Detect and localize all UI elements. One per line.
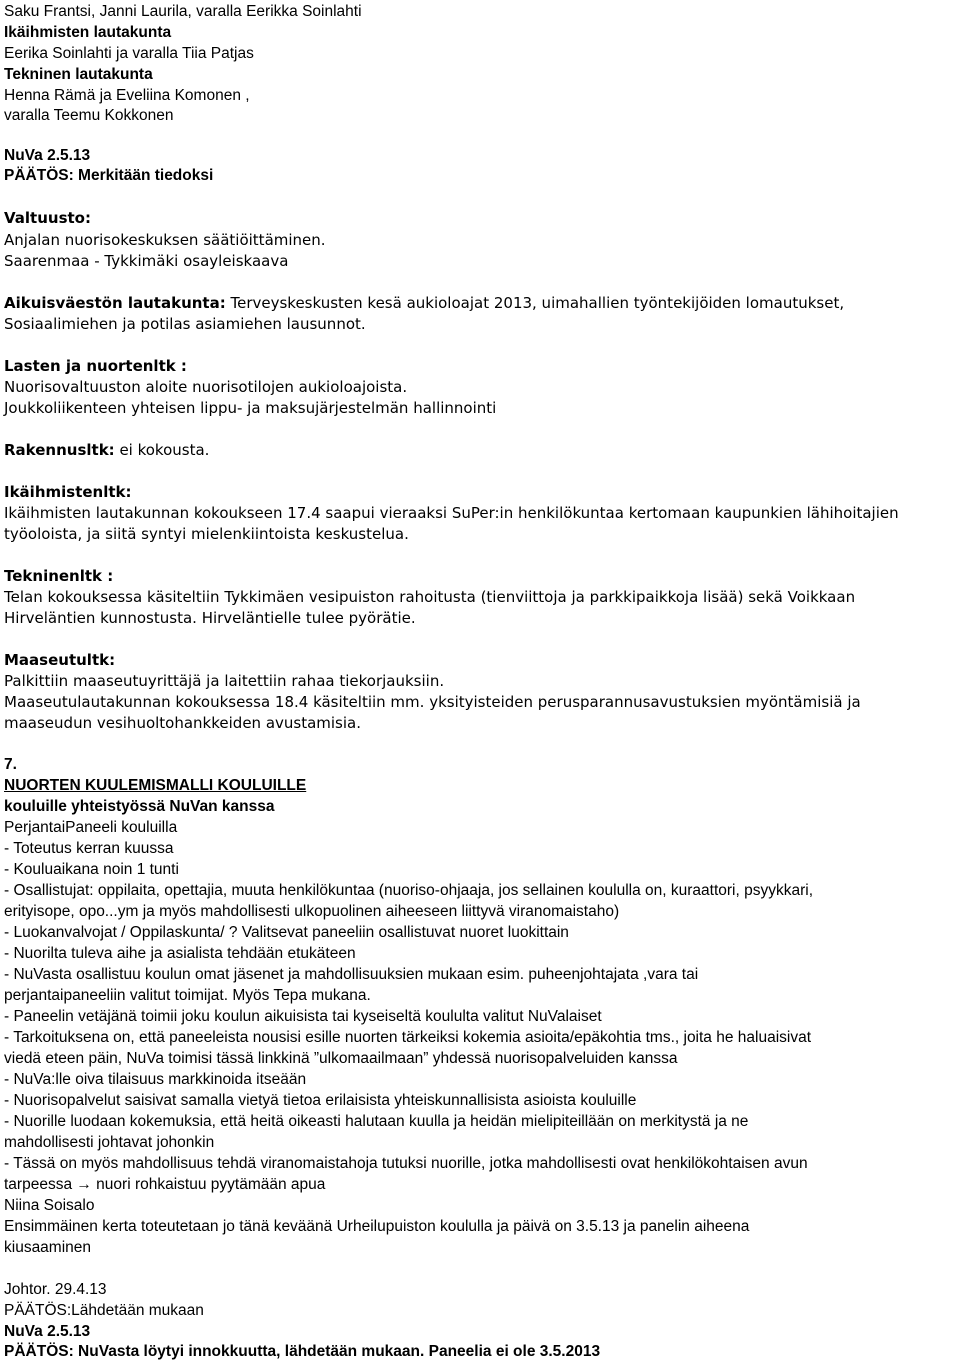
rakennus-text: ei kokousta. <box>114 441 210 459</box>
decision-line-1: PÄÄTÖS:Lähdetään mukaan <box>4 1302 204 1319</box>
tekninen-line-2: Hirveläntien kunnostusta. Hirveläntielle tulee pyörätie. <box>4 609 416 627</box>
aikuis-label: Aikuisväestön lautakunta: <box>4 294 226 312</box>
section-line: erityisope, opo...ym ja myös mahdollisesti ulkopuolinen aiheeseen liittyvä viranomaistaho) <box>4 903 620 920</box>
board-heading-ikaihmisten: Ikäihmisten lautakunta <box>4 24 172 41</box>
members-line-6: varalla Teemu Kokkonen <box>4 107 174 124</box>
aikuis-line-2: Sosiaalimiehen ja potilas asiamiehen lausunnot. <box>4 315 366 333</box>
section-line: - Tässä on myös mahdollisuus tehdä viranomaistahoja tutuksi nuorille, jotka mahdollisesti ovat henkilökohtaisen avun <box>4 1155 808 1172</box>
decision-line: PÄÄTÖS: Merkitään tiedoksi <box>4 167 214 184</box>
section-line: - Kouluaikana noin 1 tunti <box>4 861 179 878</box>
rakennus-label: Rakennusltk: <box>4 441 115 459</box>
tekninen-line-1: Telan kokouksessa käsiteltiin Tykkimäen vesipuiston rahoitusta (tienviittoja ja parkkipaikkoja lisää) sekä Voikkaan <box>4 588 856 606</box>
section-line: - NuVa:lle oiva tilaisuus markkinoida itseään <box>4 1071 307 1088</box>
aikuis-text-1: Terveyskeskusten kesä aukioloajat 2013, uimahallien työntekijöiden lomautukset, <box>225 294 845 312</box>
section-line: - Nuorisopalvelut saisivat samalla vietyä tietoa erilaisista yhteiskunnallisista asioista kouluille <box>4 1092 637 1109</box>
members-line-1: Saku Frantsi, Janni Laurila, varalla Eerikka Soinlahti <box>4 3 362 20</box>
lasten-line-2: Joukkoliikenteen yhteisen lippu- ja maksujärjestelmän hallinnointi <box>4 399 497 417</box>
item-heading: NuVa 2.5.13 <box>4 147 91 164</box>
section-line: - Toteutus kerran kuussa <box>4 840 174 857</box>
section-line: kiusaaminen <box>4 1239 92 1256</box>
johtor-line: Johtor. 29.4.13 <box>4 1281 107 1298</box>
section-line: PerjantaiPaneeli kouluilla <box>4 819 178 836</box>
section-line: - Paneelin vetäjänä toimii joku koulun aikuisista tai kyseiseltä koululta valitut NuValaiset <box>4 1008 602 1025</box>
section-line: Niina Soisalo <box>4 1197 95 1214</box>
section-line: perjantaipaneeliin valitut toimijat. Myös Tepa mukana. <box>4 987 371 1004</box>
maaseutu-line-3: maaseudun vesihuoltohankkeiden avustamisia. <box>4 714 362 732</box>
lasten-label: Lasten ja nuortenltk : <box>4 357 187 375</box>
section-line: - Luokanvalvojat / Oppilaskunta/ ? Valitsevat paneeliin osallistuvat nuoret luokittain <box>4 924 569 941</box>
section-line: - Tarkoituksena on, että paneeleista nousisi esille nuorten tärkeiksi kokemia asioita/epäkohtia tms., joita he haluaisivat <box>4 1029 812 1046</box>
section-line: - Osallistujat: oppilaita, opettajia, muuta henkilökuntaa (nuoriso-ohjaaja, jos sellainen koululla on, kuraattori, psyykkari, <box>4 882 814 899</box>
aikuis-line-1 <box>4 296 844 311</box>
members-line-5: Henna Rämä ja Eveliina Komonen , <box>4 87 250 104</box>
section-line: - Nuorille luodaan kokemuksia, että heitä oikeasti halutaan kuulla ja heidän mielipiteillään on merkitystä ja ne <box>4 1113 749 1130</box>
tekninen-label: Tekninenltk : <box>4 567 114 585</box>
ikaihmisten-label: Ikäihmistenltk: <box>4 483 132 501</box>
maaseutu-label: Maaseutultk: <box>4 651 116 669</box>
section-line: tarpeessa → nuori rohkaistuu pyytämään apua <box>4 1176 326 1193</box>
ikaihmisten-line-2: työoloista, ja siitä syntyi mielenkiintoista keskustelua. <box>4 525 409 543</box>
section-title: NUORTEN KUULEMISMALLI KOULUILLE <box>4 777 307 794</box>
members-line-3: Eerika Soinlahti ja varalla Tiia Patjas <box>4 45 254 62</box>
valtuusto-line-1: Anjalan nuorisokeskuksen säätiöittäminen. <box>4 231 326 249</box>
section-line: Ensimmäinen kerta toteutetaan jo tänä keväänä Urheilupuiston koululla ja päivä on 3.5.13 ja panelin aiheena <box>4 1218 750 1235</box>
valtuusto-line-2: Saarenmaa - Tykkimäki osayleiskaava <box>4 252 289 270</box>
board-heading-tekninen: Tekninen lautakunta <box>4 66 153 83</box>
decision-line-2: PÄÄTÖS: NuVasta löytyi innokkuutta, lähdetään mukaan. Paneelia ei ole 3.5.2013 <box>4 1343 601 1360</box>
ikaihmisten-line-1: Ikäihmisten lautakunnan kokoukseen 17.4 saapui vieraaksi SuPer:in henkilökuntaa kertomaan kaupunkien lähihoitajien <box>4 504 899 522</box>
section-line: mahdollisesti johtavat johonkin <box>4 1134 215 1151</box>
section-subtitle: kouluille yhteistyössä NuVan kanssa <box>4 798 275 815</box>
section-number: 7. <box>4 756 17 773</box>
rakennus-line <box>4 443 209 458</box>
section-line: viedä eteen päin, NuVa toimisi tässä linkkinä ”ulkomaailmaan” yhdessä nuorisopalveluiden kanssa <box>4 1050 678 1067</box>
maaseutu-line-2: Maaseutulautakunnan kokouksessa 18.4 käsiteltiin mm. yksityisteiden perusparannusavustuksien myöntämisiä ja <box>4 693 861 711</box>
section-line: - NuVasta osallistuu koulun omat jäsenet ja mahdollisuuksien mukaan esim. puheenjohtajata ,vara tai <box>4 966 699 983</box>
lasten-line-1: Nuorisovaltuuston aloite nuorisotilojen aukioloajoista. <box>4 378 408 396</box>
valtuusto-label: Valtuusto: <box>4 209 91 227</box>
maaseutu-line-1: Palkittiin maaseutuyrittäjä ja laitettiin rahaa tiekorjauksiin. <box>4 672 445 690</box>
section-line: - Nuorilta tuleva aihe ja asialista tehdään etukäteen <box>4 945 356 962</box>
nuva-heading: NuVa 2.5.13 <box>4 1323 91 1340</box>
